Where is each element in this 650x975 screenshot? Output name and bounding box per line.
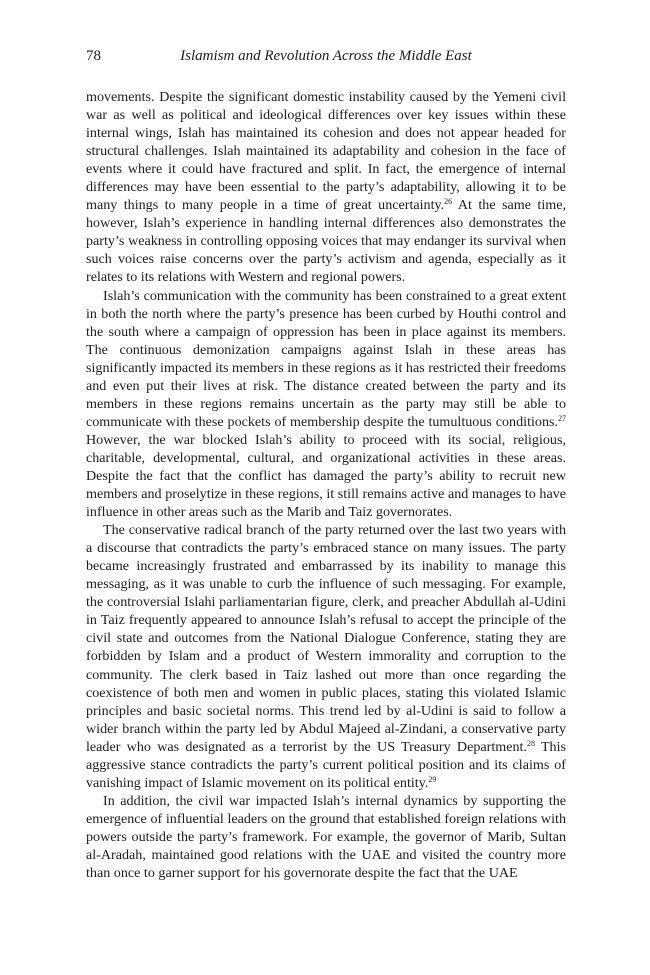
body-text	[86, 88, 566, 882]
page-number: 78	[86, 48, 101, 64]
paragraph-text: At the same time, however, Islah’s experience in handling internal differences also demonstrates the party’s weakness in controlling opposing voices that may endanger its survival when such voices raise concerns over the party’s activism and agenda, especially as it relates to its relations with Western and regional powers.	[86, 197, 566, 286]
paragraph-text: In addition, the civil war impacted Islah’s internal dynamics by supporting the emergence of influential leaders on the ground that established foreign relations with powers outside the party’s framework. For example, the governor of Marib, Sultan al-Aradah, maintained good relations with the UAE and visited the country more than once to garner support for his governorate despite the fact that the UAE	[86, 792, 566, 882]
paragraph-text: This aggressive stance contradicts the party’s current political position and its claims of vanishing impact of Islamic movement on its political entity.	[86, 738, 567, 791]
paragraph	[86, 521, 566, 792]
paragraph-text: However, the war blocked Islah’s ability to proceed with its social, religious, charitable, developmental, cultural, and organizational activities in these areas. Despite the fact that the conflict has damaged the party’s ability to recruit new members and proselytize in these regions, it still remains active and manages to have influence in other areas such as the Marib and Taiz governorates.	[86, 431, 566, 521]
footnote-marker: 29	[428, 774, 437, 784]
running-header	[86, 44, 566, 68]
paragraph-text: Islah’s communication with the community has been constrained to a great extent in both the north where the party’s presence has been curbed by Houthi control and the south where a campaign of oppression has been in place against its members. The continuous demonization campaigns against Islah in these areas has significantly impacted its members in these regions as it has restricted their freedoms and even put their lives at risk. The distance created between the party and its members in these regions remains uncertain as the party may still be able to communicate with these pockets of membership despite the tumultuous conditions.	[86, 287, 566, 430]
paragraph	[86, 88, 566, 287]
footnote-marker: 26	[444, 197, 453, 207]
running-title: Islamism and Revolution Across the Middle East	[180, 48, 472, 64]
paragraph	[86, 287, 566, 522]
paragraph	[86, 792, 566, 882]
footnote-marker: 27	[558, 413, 566, 423]
paragraph-text: movements. Despite the significant domestic instability caused by the Yemeni civil war as well as political and ideological differences over key issues within these internal wings, Islah has maintained its cohesion and does not appear headed for structural challenges. Islah maintained its adaptability and cohesion in the face of events where it could have fractured and split. In fact, the emergence of internal differences may have been essential to the party’s adaptability, allowing it to be many things to many people in a time of great uncertainty.	[86, 89, 566, 214]
footnote-marker: 28	[526, 738, 535, 748]
paragraph-text: The conservative radical branch of the party returned over the last two years with a discourse that contradicts the party’s embraced stance on many issues. The party became increasingly frustrated and embarrassed by its inability to manage this messaging, as it was unable to curb the influence of such messaging. For example, the controversial Islahi parliamentarian figure, clerk, and preacher Abdullah al-Udini in Taiz frequently appeared to announce Islah’s refusal to accept the principle of the civil state and outcomes from the National Dialogue Conference, stating they are forbidden by Islam and a product of Western immorality and corruption to the community. The clerk based in Taiz lashed out more than once regarding the coexistence of both men and women in public places, stating this violated Islamic principles and basic societal norms. This trend led by al-Udini is said to follow a wider branch within the party led by Abdul Majeed al-Zindani, a conservative party leader who was designated as a terrorist by the US Treasury Department.	[86, 522, 566, 755]
